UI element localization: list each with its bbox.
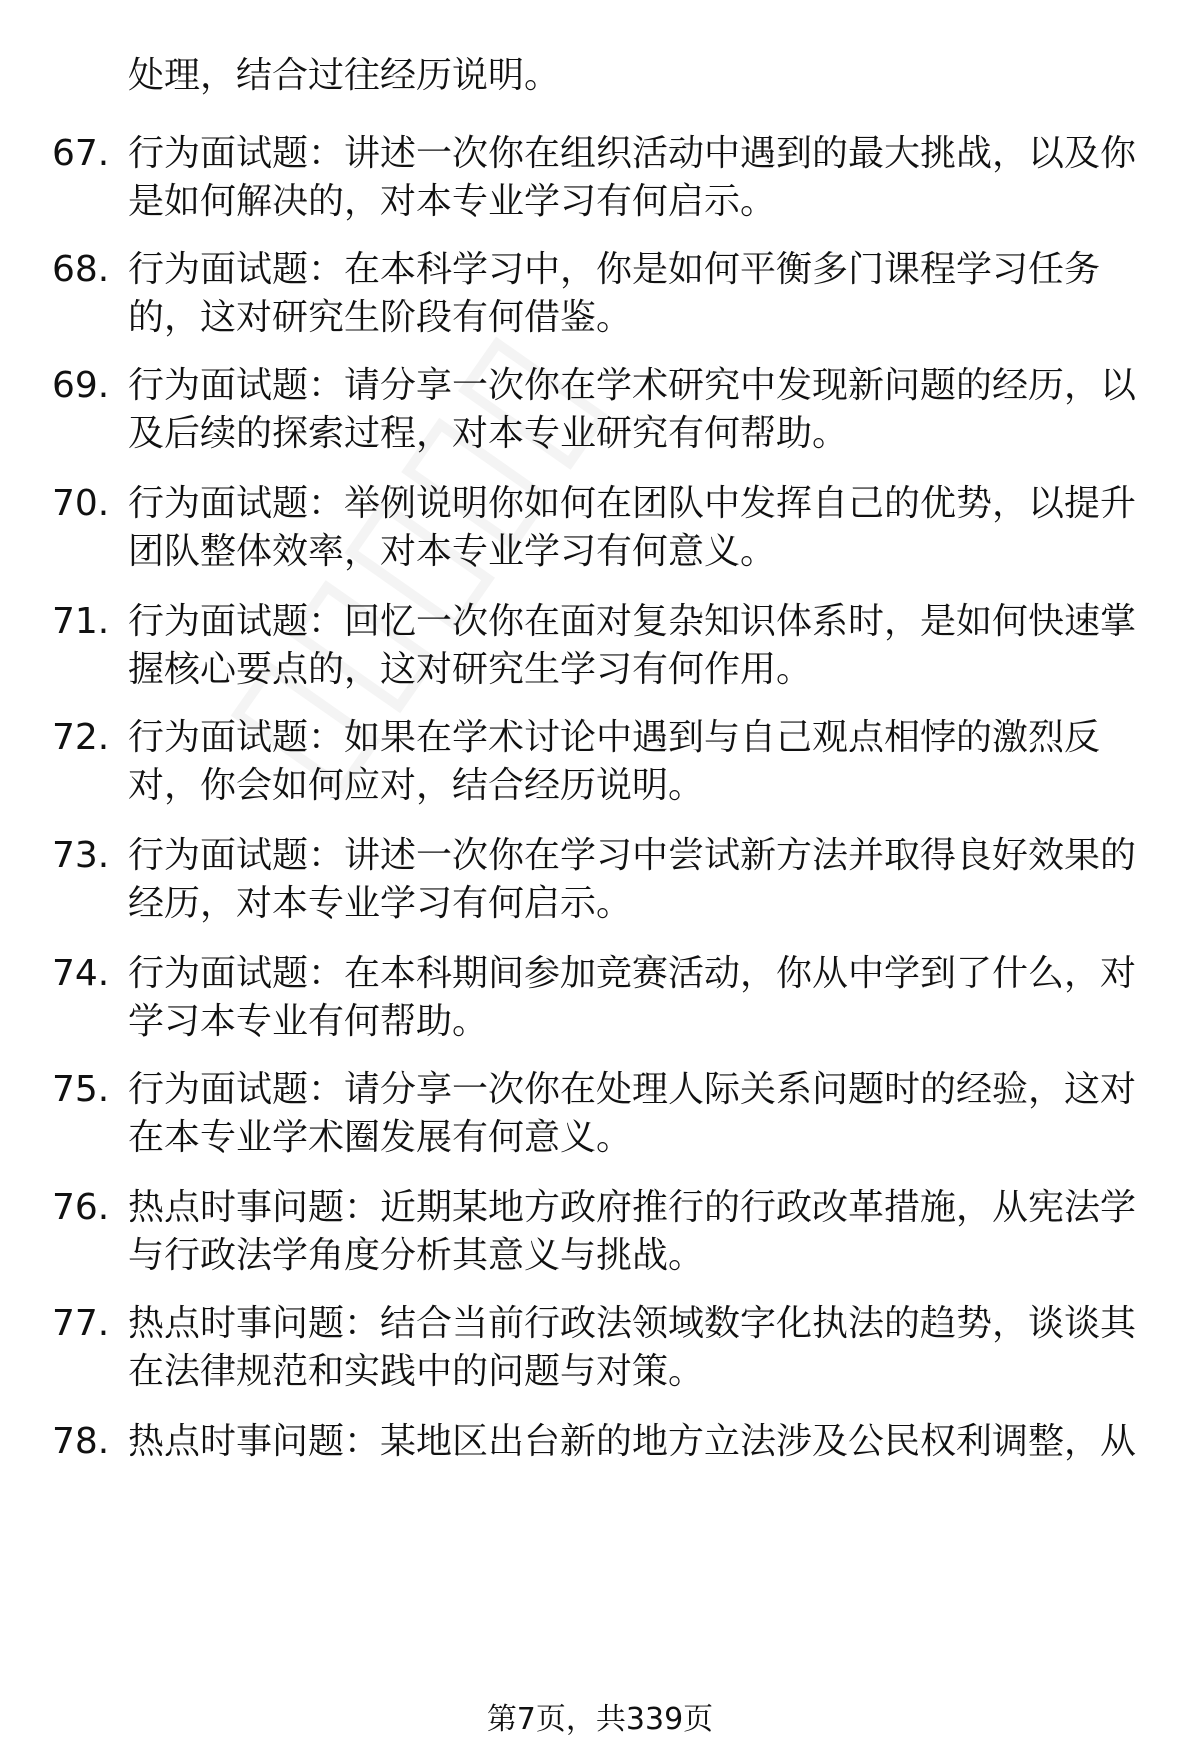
item-text-line: 行为面试题：在本科学习中，你是如何平衡多门课程学习任务	[128, 249, 1101, 290]
item-number: 75.	[52, 1069, 110, 1110]
item-number: 76.	[52, 1187, 110, 1228]
item-text-line: 在法律规范和实践中的问题与对策。	[128, 1351, 705, 1392]
item-text-line: 学习本专业有何帮助。	[128, 1001, 489, 1042]
item-text-line: 行为面试题：请分享一次你在学术研究中发现新问题的经历，以	[128, 365, 1137, 406]
item-text-line: 与行政法学角度分析其意义与挑战。	[128, 1235, 705, 1276]
item-text-line: 是如何解决的，对本专业学习有何启示。	[128, 181, 777, 222]
item-text-line: 握核心要点的，这对研究生学习有何作用。	[128, 649, 813, 690]
item-number: 73.	[52, 835, 110, 876]
item-text-line: 及后续的探索过程，对本专业研究有何帮助。	[128, 413, 849, 454]
item-number: 67.	[52, 133, 110, 174]
item-number: 74.	[52, 953, 110, 994]
item-text-line: 经历，对本专业学习有何启示。	[128, 883, 633, 924]
item-text-line: 团队整体效率，对本专业学习有何意义。	[128, 531, 777, 572]
item-text-line: 行为面试题：请分享一次你在处理人际关系问题时的经验，这对	[128, 1069, 1137, 1110]
item-text-line: 行为面试题：讲述一次你在学习中尝试新方法并取得良好效果的	[128, 835, 1137, 876]
item-text-line: 行为面试题：回忆一次你在面对复杂知识体系时，是如何快速掌	[128, 601, 1137, 642]
continuation-line: 处理，结合过往经历说明。	[128, 55, 561, 96]
item-text-line: 行为面试题：如果在学术讨论中遇到与自己观点相悖的激烈反	[128, 717, 1101, 758]
item-number: 70.	[52, 483, 110, 524]
item-number: 78.	[52, 1421, 110, 1462]
item-text-line: 行为面试题：举例说明你如何在团队中发挥自己的优势，以提升	[128, 483, 1137, 524]
item-text-line: 在本专业学术圈发展有何意义。	[128, 1117, 633, 1158]
item-number: 68.	[52, 249, 110, 290]
item-text-line: 行为面试题：讲述一次你在组织活动中遇到的最大挑战，以及你	[128, 133, 1137, 174]
item-text-line: 对，你会如何应对，结合经历说明。	[128, 765, 705, 806]
item-number: 71.	[52, 601, 110, 642]
item-text-line: 热点时事问题：结合当前行政法领域数字化执法的趋势，谈谈其	[128, 1303, 1137, 1344]
item-number: 69.	[52, 365, 110, 406]
page-footer: 第7页，共339页	[486, 1702, 714, 1737]
item-text-line: 热点时事问题：某地区出台新的地方立法涉及公民权利调整，从	[128, 1421, 1137, 1462]
item-text-line: 热点时事问题：近期某地方政府推行的行政改革措施，从宪法学	[128, 1187, 1137, 1228]
item-number: 72.	[52, 717, 110, 758]
item-number: 77.	[52, 1303, 110, 1344]
item-text-line: 行为面试题：在本科期间参加竞赛活动，你从中学到了什么，对	[128, 953, 1137, 994]
item-text-line: 的，这对研究生阶段有何借鉴。	[128, 297, 633, 338]
